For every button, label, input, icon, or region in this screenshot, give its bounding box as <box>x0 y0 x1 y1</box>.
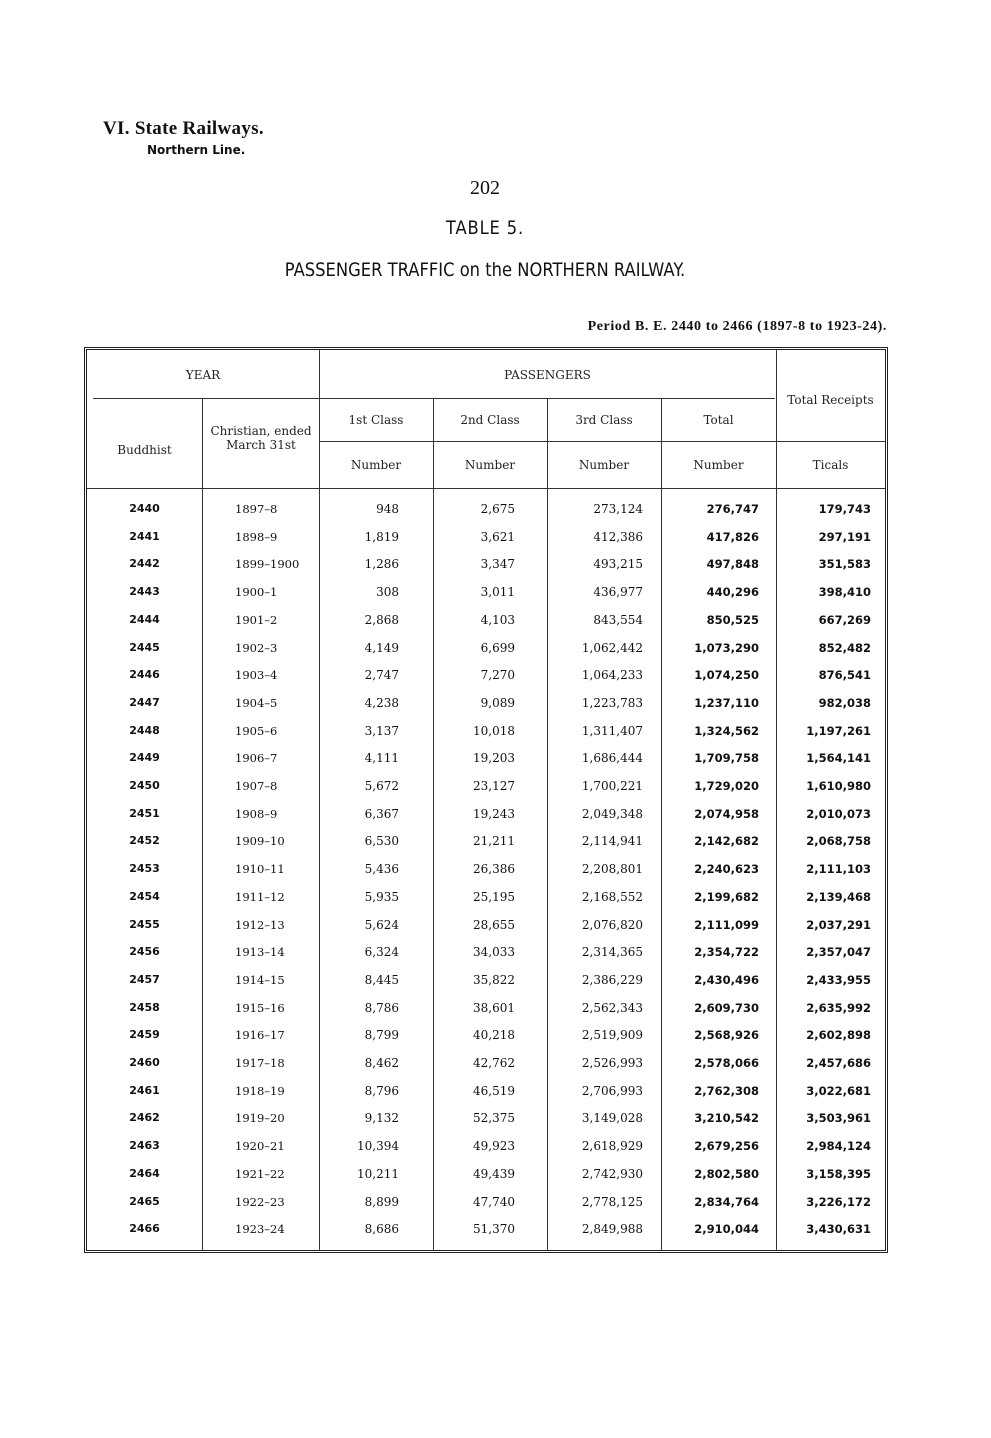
christian-year-cell: 1918–19 <box>235 1083 285 1098</box>
third-class-cell: 273,124 <box>593 502 643 516</box>
total-cell: 2,199,682 <box>694 889 759 904</box>
first-class-cell: 5,436 <box>364 862 399 877</box>
total-receipts-cell: 876,541 <box>818 668 871 683</box>
christian-year-cell: 1898–9 <box>235 529 278 544</box>
christian-year-cell: 1900–1 <box>235 585 278 600</box>
buddhist-year-cell: 2446 <box>129 668 160 682</box>
buddhist-header: Buddhist <box>117 443 172 457</box>
first-class-cell: 948 <box>376 502 399 516</box>
third-class-cell: 2,168,552 <box>581 889 643 904</box>
buddhist-year-cell: 2459 <box>129 1028 160 1042</box>
unit-number: Number <box>350 458 402 472</box>
total-receipts-cell: 2,984,124 <box>806 1139 871 1154</box>
buddhist-year-cell: 2460 <box>129 1056 160 1069</box>
buddhist-year-cell: 2448 <box>129 723 160 737</box>
christian-year-cell: 1921–22 <box>235 1166 285 1181</box>
first-class-cell: 4,238 <box>364 695 399 710</box>
table-row <box>87 883 885 911</box>
table-row <box>87 744 885 772</box>
first-class-cell: 10,394 <box>357 1139 399 1154</box>
first-class-cell: 1,819 <box>364 529 399 544</box>
table-row <box>87 495 885 523</box>
second-class-cell: 49,923 <box>473 1139 515 1154</box>
passengers-header: PASSENGERS <box>504 368 591 382</box>
total-receipts-cell: 2,139,468 <box>806 889 871 904</box>
first-class-cell: 8,799 <box>364 1028 399 1043</box>
total-cell: 2,609,730 <box>694 1000 759 1015</box>
second-class-cell: 10,018 <box>473 723 515 738</box>
second-class-header: 2nd Class <box>460 413 520 427</box>
buddhist-year-cell: 2457 <box>129 972 160 986</box>
third-class-cell: 2,849,988 <box>581 1222 643 1237</box>
christian-year-cell: 1909–10 <box>235 834 285 849</box>
table-row <box>87 772 885 800</box>
total-cell: 2,074,958 <box>694 806 759 821</box>
table-row <box>87 523 885 551</box>
total-receipts-cell: 3,503,961 <box>806 1111 871 1126</box>
total-receipts-cell: 2,602,898 <box>806 1028 871 1043</box>
third-class-cell: 2,742,930 <box>581 1166 643 1181</box>
christian-year-cell: 1903–4 <box>235 668 278 683</box>
first-class-cell: 9,132 <box>364 1111 399 1126</box>
table-row <box>87 911 885 939</box>
table-row <box>87 606 885 634</box>
table-title: PASSENGER TRAFFIC on the NORTHERN RAILWAY. <box>284 259 686 281</box>
second-class-cell: 46,519 <box>473 1083 515 1098</box>
total-receipts-cell: 2,111,103 <box>806 862 871 877</box>
table-row <box>87 550 885 578</box>
buddhist-year-cell: 2455 <box>129 917 160 931</box>
section-subheading: Northern Line. <box>147 143 246 157</box>
buddhist-year-cell: 2447 <box>129 695 160 709</box>
third-class-cell: 1,700,221 <box>581 779 643 793</box>
total-cell: 2,430,496 <box>694 972 759 987</box>
second-class-cell: 9,089 <box>480 695 515 710</box>
total-cell: 1,324,562 <box>694 723 759 738</box>
first-class-cell: 2,868 <box>364 612 399 627</box>
total-cell: 2,240,623 <box>694 862 759 877</box>
christian-year-cell: 1913–14 <box>235 945 285 960</box>
total-cell: 2,111,099 <box>694 917 759 932</box>
first-class-cell: 8,462 <box>364 1056 399 1070</box>
table-row <box>87 689 885 717</box>
table-row <box>87 1049 885 1077</box>
table-row <box>87 1104 885 1132</box>
second-class-cell: 47,740 <box>473 1194 515 1209</box>
buddhist-year-cell: 2451 <box>129 806 160 820</box>
first-class-cell: 5,624 <box>364 917 399 932</box>
first-class-cell: 8,786 <box>364 1000 399 1015</box>
third-class-cell: 2,208,801 <box>581 862 643 877</box>
total-receipts-cell: 1,197,261 <box>806 723 871 738</box>
second-class-cell: 40,218 <box>473 1028 515 1043</box>
christian-year-cell: 1922–23 <box>235 1194 285 1209</box>
second-class-cell: 7,270 <box>480 668 515 683</box>
total-receipts-cell: 852,482 <box>818 640 871 655</box>
total-receipts-cell: 3,430,631 <box>806 1222 871 1237</box>
buddhist-year-cell: 2440 <box>129 502 160 515</box>
table-row <box>87 1160 885 1188</box>
third-class-cell: 2,618,929 <box>581 1139 643 1154</box>
total-cell: 2,910,044 <box>694 1222 759 1237</box>
total-cell: 1,709,758 <box>694 751 759 766</box>
total-receipts-cell: 2,068,758 <box>806 834 871 849</box>
total-cell: 1,074,250 <box>694 668 759 683</box>
total-receipts-cell: 3,158,395 <box>806 1166 871 1181</box>
christian-year-cell: 1914–15 <box>235 972 285 987</box>
total-receipts-cell: 982,038 <box>818 695 871 710</box>
christian-year-cell: 1901–2 <box>235 612 278 627</box>
total-cell: 497,848 <box>706 557 759 572</box>
total-receipts-header: Total Receipts <box>787 393 874 407</box>
christian-year-cell: 1920–21 <box>235 1139 285 1154</box>
year-header: YEAR <box>185 368 221 382</box>
first-class-header: 1st Class <box>348 413 404 427</box>
unit-number: Number <box>464 458 516 472</box>
total-receipts-cell: 667,269 <box>818 612 871 627</box>
total-receipts-cell: 2,357,047 <box>806 945 871 960</box>
second-class-cell: 3,347 <box>480 557 515 572</box>
header-rule <box>93 398 775 399</box>
total-cell: 417,826 <box>706 529 759 544</box>
christian-year-cell: 1911–12 <box>235 889 285 904</box>
buddhist-year-cell: 2449 <box>129 751 160 765</box>
buddhist-year-cell: 2461 <box>129 1083 160 1097</box>
total-receipts-cell: 351,583 <box>818 557 871 572</box>
table-row <box>87 855 885 883</box>
section-heading: VI. State Railways. <box>103 118 264 139</box>
total-receipts-cell: 2,457,686 <box>806 1056 871 1070</box>
page-number: 202 <box>470 177 500 199</box>
christian-year-cell: 1902–3 <box>235 640 278 655</box>
table-row <box>87 717 885 745</box>
second-class-cell: 34,033 <box>473 945 515 960</box>
christian-year-cell: 1897–8 <box>235 502 278 516</box>
second-class-cell: 49,439 <box>473 1166 515 1181</box>
christian-year-cell: 1905–6 <box>235 723 278 738</box>
buddhist-year-cell: 2463 <box>129 1139 160 1153</box>
third-class-cell: 2,526,993 <box>581 1056 643 1070</box>
christian-year-cell: 1919–20 <box>235 1111 285 1126</box>
first-class-cell: 8,445 <box>364 972 399 987</box>
first-class-cell: 2,747 <box>364 668 399 683</box>
buddhist-year-cell: 2454 <box>129 889 160 903</box>
header-rule <box>87 488 885 489</box>
passenger-traffic-table <box>84 347 888 1253</box>
second-class-cell: 6,699 <box>480 640 515 655</box>
first-class-cell: 4,111 <box>364 751 399 766</box>
total-receipts-cell: 2,433,955 <box>806 972 871 987</box>
christian-year-cell: 1912–13 <box>235 917 285 932</box>
second-class-cell: 35,822 <box>473 972 515 987</box>
third-class-cell: 1,223,783 <box>581 695 643 710</box>
total-receipts-cell: 297,191 <box>818 529 871 544</box>
third-class-cell: 1,064,233 <box>581 668 643 683</box>
third-class-cell: 2,049,348 <box>581 806 643 821</box>
second-class-cell: 4,103 <box>480 612 515 627</box>
table-row <box>87 827 885 855</box>
first-class-cell: 3,137 <box>364 723 399 738</box>
table-row <box>87 1188 885 1216</box>
total-cell: 3,210,542 <box>694 1111 759 1126</box>
christian-year-cell: 1906–7 <box>235 751 278 766</box>
total-cell: 1,073,290 <box>694 640 759 655</box>
total-cell: 2,802,580 <box>694 1166 759 1181</box>
buddhist-year-cell: 2464 <box>129 1166 160 1180</box>
first-class-cell: 5,935 <box>364 889 399 904</box>
first-class-cell: 6,324 <box>364 945 399 960</box>
table-row <box>87 938 885 966</box>
first-class-cell: 308 <box>376 585 399 600</box>
third-class-cell: 843,554 <box>593 612 643 627</box>
second-class-cell: 19,203 <box>473 751 515 766</box>
buddhist-year-cell: 2442 <box>129 557 160 571</box>
second-class-cell: 26,386 <box>473 862 515 877</box>
third-class-cell: 493,215 <box>593 557 643 572</box>
third-class-header: 3rd Class <box>575 413 633 427</box>
total-cell: 2,142,682 <box>694 834 759 849</box>
first-class-cell: 6,530 <box>364 834 399 849</box>
second-class-cell: 3,621 <box>480 529 515 544</box>
table-row <box>87 1021 885 1049</box>
second-class-cell: 42,762 <box>473 1056 515 1070</box>
third-class-cell: 2,519,909 <box>581 1028 643 1043</box>
total-cell: 276,747 <box>706 502 759 516</box>
total-receipts-cell: 2,635,992 <box>806 1000 871 1015</box>
christian-year-cell: 1907–8 <box>235 779 278 793</box>
buddhist-year-cell: 2452 <box>129 834 160 848</box>
table-row <box>87 994 885 1022</box>
table-row <box>87 634 885 662</box>
header-rule <box>319 441 885 442</box>
table-row <box>87 966 885 994</box>
first-class-cell: 8,686 <box>364 1222 399 1237</box>
second-class-cell: 21,211 <box>473 834 515 849</box>
first-class-cell: 6,367 <box>364 806 399 821</box>
buddhist-year-cell: 2445 <box>129 640 160 654</box>
total-receipts-cell: 2,037,291 <box>806 917 871 932</box>
third-class-cell: 412,386 <box>593 529 643 544</box>
table-row <box>87 1215 885 1243</box>
total-cell: 2,679,256 <box>694 1139 759 1154</box>
buddhist-year-cell: 2453 <box>129 862 160 876</box>
third-class-cell: 2,706,993 <box>581 1083 643 1098</box>
second-class-cell: 2,675 <box>480 502 515 516</box>
buddhist-year-cell: 2450 <box>129 779 160 792</box>
first-class-cell: 1,286 <box>364 557 399 572</box>
third-class-cell: 3,149,028 <box>581 1111 643 1126</box>
third-class-cell: 1,686,444 <box>581 751 643 766</box>
third-class-cell: 1,062,442 <box>581 640 643 655</box>
first-class-cell: 8,899 <box>364 1194 399 1209</box>
third-class-cell: 2,562,343 <box>581 1000 643 1015</box>
total-receipts-cell: 1,610,980 <box>806 779 871 793</box>
first-class-cell: 8,796 <box>364 1083 399 1098</box>
total-cell: 2,578,066 <box>694 1056 759 1070</box>
first-class-cell: 10,211 <box>357 1166 399 1181</box>
second-class-cell: 3,011 <box>480 585 515 600</box>
unit-ticals: Ticals <box>812 458 849 472</box>
table-row <box>87 1077 885 1105</box>
christian-year-cell: 1916–17 <box>235 1028 285 1043</box>
total-cell: 1,237,110 <box>694 695 759 710</box>
total-receipts-cell: 179,743 <box>818 502 871 516</box>
second-class-cell: 28,655 <box>473 917 515 932</box>
christian-year-cell: 1910–11 <box>235 862 285 877</box>
total-receipts-cell: 1,564,141 <box>806 751 871 766</box>
total-cell: 440,296 <box>706 585 759 600</box>
buddhist-year-cell: 2443 <box>129 585 160 599</box>
total-cell: 2,568,926 <box>694 1028 759 1043</box>
second-class-cell: 38,601 <box>473 1000 515 1015</box>
first-class-cell: 5,672 <box>364 779 399 793</box>
christian-year-cell: 1908–9 <box>235 806 278 821</box>
unit-number: Number <box>578 458 630 472</box>
christian-year-cell: 1904–5 <box>235 695 278 710</box>
second-class-cell: 51,370 <box>473 1222 515 1237</box>
christian-year-cell: 1917–18 <box>235 1056 285 1070</box>
christian-header: Christian, ended March 31st <box>210 424 312 452</box>
table-number: TABLE 5. <box>445 217 525 239</box>
total-cell: 2,354,722 <box>694 945 759 960</box>
first-class-cell: 4,149 <box>364 640 399 655</box>
buddhist-year-cell: 2456 <box>129 945 160 959</box>
third-class-cell: 2,778,125 <box>581 1194 643 1209</box>
table-row <box>87 1132 885 1160</box>
buddhist-year-cell: 2462 <box>129 1111 160 1125</box>
third-class-cell: 2,386,229 <box>581 972 643 987</box>
total-header: Total <box>703 413 734 427</box>
buddhist-year-cell: 2458 <box>129 1000 160 1014</box>
buddhist-year-cell: 2465 <box>129 1194 160 1208</box>
christian-year-cell: 1923–24 <box>235 1222 285 1237</box>
third-class-cell: 2,114,941 <box>581 834 643 849</box>
second-class-cell: 19,243 <box>473 806 515 821</box>
christian-year-cell: 1899–1900 <box>235 557 300 572</box>
period-line: Period B. E. 2440 to 2466 (1897-8 to 1923-24). <box>587 319 887 334</box>
total-receipts-cell: 3,226,172 <box>806 1194 871 1209</box>
unit-number: Number <box>693 458 744 472</box>
total-receipts-cell: 398,410 <box>818 585 871 600</box>
buddhist-year-cell: 2466 <box>129 1222 160 1236</box>
buddhist-year-cell: 2444 <box>129 612 160 626</box>
table-row <box>87 800 885 828</box>
table-row <box>87 661 885 689</box>
table-row <box>87 578 885 606</box>
total-cell: 850,525 <box>706 612 759 627</box>
total-receipts-cell: 2,010,073 <box>806 806 871 821</box>
buddhist-year-cell: 2441 <box>129 529 160 543</box>
total-cell: 1,729,020 <box>694 779 759 793</box>
third-class-cell: 2,314,365 <box>581 945 643 960</box>
third-class-cell: 1,311,407 <box>581 723 643 738</box>
second-class-cell: 23,127 <box>473 779 515 793</box>
christian-year-cell: 1915–16 <box>235 1000 285 1015</box>
total-cell: 2,762,308 <box>694 1083 759 1098</box>
third-class-cell: 436,977 <box>593 585 643 600</box>
total-receipts-cell: 3,022,681 <box>806 1083 871 1098</box>
second-class-cell: 25,195 <box>473 889 515 904</box>
third-class-cell: 2,076,820 <box>581 917 643 932</box>
second-class-cell: 52,375 <box>473 1111 515 1126</box>
total-cell: 2,834,764 <box>694 1194 759 1209</box>
